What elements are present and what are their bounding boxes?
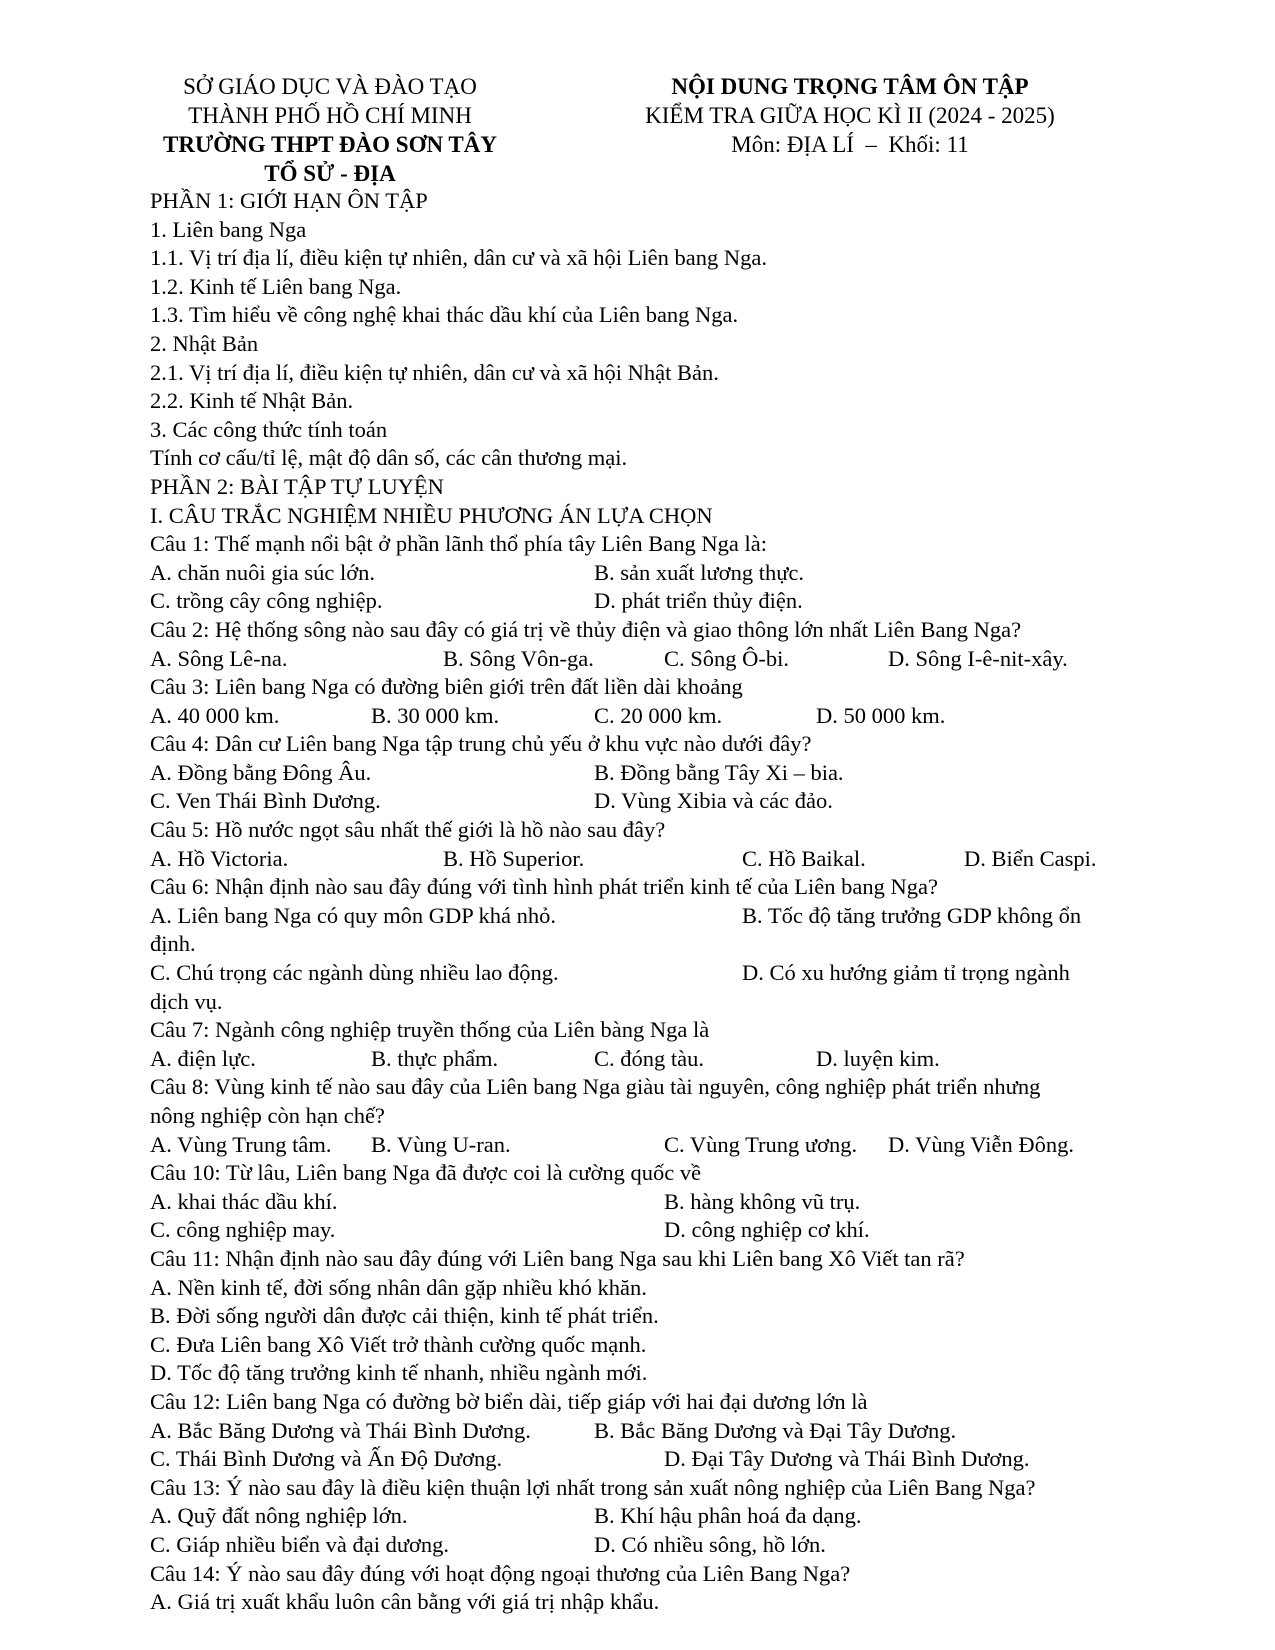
- answer-option: A. Giá trị xuất khẩu luôn cân bằng với giá trị nhập khẩu.: [150, 1589, 660, 1615]
- answer-option: D. phát triển thủy điện.: [594, 588, 803, 614]
- answer-option: B. Bắc Băng Dương và Đại Tây Dương.: [594, 1417, 957, 1443]
- answer-option: D. Sông I-ê-nit-xây.: [888, 645, 1068, 671]
- question-stem: Câu 6: Nhận định nào sau đây đúng với tình hình phát triển kinh tế của Liên bang Nga?: [150, 874, 938, 900]
- answer-row: [150, 902, 1140, 931]
- answer-option: A. điện lực.: [150, 1045, 256, 1071]
- question-stem: Câu 10: Từ lâu, Liên bang Nga đã được coi là cường quốc về: [150, 1160, 702, 1186]
- answer-option: D. Biển Caspi.: [964, 845, 1097, 871]
- answer-row: [150, 1445, 1140, 1474]
- part1-line: 3. Các công thức tính toán: [150, 416, 388, 442]
- part1-line: 1.3. Tìm hiểu về công nghệ khai thác dầu khí của Liên bang Nga.: [150, 302, 739, 328]
- question-stem: Câu 12: Liên bang Nga có đường bờ biển dài, tiếp giáp với hai đại dương lớn là: [150, 1388, 868, 1414]
- answer-option: A. chăn nuôi gia súc lớn.: [150, 559, 375, 585]
- answer-row: [150, 1131, 1140, 1160]
- answer-row: [150, 587, 1140, 616]
- question-stem: Câu 11: Nhận định nào sau đây đúng với Liên bang Nga sau khi Liên bang Xô Viết tan rã?: [150, 1245, 965, 1271]
- answer-row: [150, 1188, 1140, 1217]
- answer-option: C. Hồ Baikal.: [742, 845, 866, 871]
- answer-row: [150, 787, 1140, 816]
- answer-row: [150, 702, 1140, 731]
- answer-row: [150, 959, 1140, 988]
- answer-row: [150, 1531, 1140, 1560]
- answer-option: C. đóng tàu.: [594, 1045, 704, 1071]
- answer-option: B. Hồ Superior.: [443, 845, 585, 871]
- part1-line: 2. Nhật Bản: [150, 330, 259, 356]
- city-name: THÀNH PHỐ HỒ CHÍ MINH: [188, 103, 472, 128]
- answer-option: A. khai thác dầu khí.: [150, 1188, 338, 1214]
- department-of-education: SỞ GIÁO DỤC VÀ ĐÀO TẠO: [183, 74, 477, 99]
- answer-option: B. 30 000 km.: [371, 702, 500, 728]
- question-stem: Câu 3: Liên bang Nga có đường biên giới trên đất liền dài khoảng: [150, 674, 743, 700]
- answer-option: D. 50 000 km.: [816, 702, 946, 728]
- answer-option: D. Tốc độ tăng trưởng kinh tế nhanh, nhiều ngành mới.: [150, 1360, 648, 1386]
- answer-option: B. Vùng U-ran.: [371, 1131, 511, 1157]
- answer-option: B. Đời sống người dân được cải thiện, kinh tế phát triển.: [150, 1303, 659, 1329]
- answer-option: C. Giáp nhiều biển và đại dương.: [150, 1531, 450, 1557]
- answer-row: [150, 645, 1140, 674]
- part1-line: 2.1. Vị trí địa lí, điều kiện tự nhiên, dân cư và xã hội Nhật Bản.: [150, 359, 719, 385]
- part1-line: Tính cơ cấu/tỉ lệ, mật độ dân số, các cân thương mại.: [150, 445, 628, 471]
- part1-line: 1. Liên bang Nga: [150, 216, 307, 242]
- answer-row: [150, 1417, 1140, 1446]
- answer-row: [150, 559, 1140, 588]
- answer-option: D. Vùng Xibia và các đảo.: [594, 788, 833, 814]
- department-name: TỔ SỬ - ĐỊA: [264, 161, 396, 186]
- answer-option: B. Khí hậu phân hoá đa dạng.: [594, 1503, 862, 1529]
- answer-option: C. Chú trọng các ngành dùng nhiều lao động.: [150, 960, 559, 986]
- answer-option: A. Đồng bằng Đông Âu.: [150, 759, 372, 785]
- answer-option: C. trồng cây công nghiệp.: [150, 588, 383, 614]
- part1-line: 1.2. Kinh tế Liên bang Nga.: [150, 273, 402, 299]
- part1-line: 1.1. Vị trí địa lí, điều kiện tự nhiên, dân cư và xã hội Liên bang Nga.: [150, 245, 767, 271]
- answer-option: A. Quỹ đất nông nghiệp lớn.: [150, 1503, 408, 1529]
- answer-option: C. Vùng Trung ương.: [664, 1131, 858, 1157]
- question-stem: Câu 2: Hệ thống sông nào sau đây có giá trị về thủy điện và giao thông lớn nhất Liên Bang Nga?: [150, 616, 1022, 642]
- answer-option: B. Đồng bằng Tây Xi – bia.: [594, 759, 844, 785]
- answer-option: D. công nghiệp cơ khí.: [664, 1217, 870, 1243]
- header-right: [620, 72, 1080, 159]
- answer-row: [150, 759, 1140, 788]
- answer-row: [150, 1045, 1140, 1074]
- part2-title: PHẦN 2: BÀI TẬP TỰ LUYỆN: [150, 473, 444, 499]
- answer-option: C. 20 000 km.: [594, 702, 723, 728]
- answer-option: A. Sông Lê-na.: [150, 645, 288, 671]
- question-stem: Câu 1: Thế mạnh nổi bật ở phần lãnh thổ phía tây Liên Bang Nga là:: [150, 531, 767, 557]
- answer-option: D. Đại Tây Dương và Thái Bình Dương.: [664, 1446, 1030, 1472]
- answer-option: D. luyện kim.: [816, 1045, 940, 1071]
- part1-line: 2.2. Kinh tế Nhật Bản.: [150, 388, 354, 414]
- answer-option: B. hàng không vũ trụ.: [664, 1188, 861, 1214]
- answer-option: D. Có nhiều sông, hồ lớn.: [594, 1531, 826, 1557]
- answer-option: D. Có xu hướng giảm tỉ trọng ngành: [742, 960, 1070, 986]
- section-title: I. CÂU TRẮC NGHIỆM NHIỀU PHƯƠNG ÁN LỰA CHỌN: [150, 502, 713, 528]
- answer-option: B. Sông Vôn-ga.: [443, 645, 594, 671]
- answer-option: C. Ven Thái Bình Dương.: [150, 788, 381, 814]
- answer-option: A. Liên bang Nga có quy môn GDP khá nhỏ.: [150, 902, 556, 928]
- answer-option: C. công nghiệp may.: [150, 1217, 336, 1243]
- answer-option: C. Đưa Liên bang Xô Viết trở thành cường quốc mạnh.: [150, 1331, 647, 1357]
- answer-option: A. Vùng Trung tâm.: [150, 1131, 332, 1157]
- answer-continuation: dịch vụ.: [150, 988, 223, 1014]
- header-left: [140, 72, 520, 188]
- question-stem: Câu 7: Ngành công nghiệp truyền thống của Liên bàng Nga là: [150, 1017, 710, 1043]
- exam-name: KIỂM TRA GIỮA HỌC KÌ II (2024 - 2025): [645, 103, 1055, 128]
- answer-option: B. sản xuất lương thực.: [594, 559, 805, 585]
- document-title: NỘI DUNG TRỌNG TÂM ÔN TẬP: [671, 74, 1029, 99]
- answer-row: [150, 1502, 1140, 1531]
- question-stem-continuation: nông nghiệp còn hạn chế?: [150, 1103, 385, 1128]
- question-stem: Câu 5: Hồ nước ngọt sâu nhất thế giới là hồ nào sau đây?: [150, 817, 666, 843]
- answer-row: [150, 845, 1140, 874]
- answer-option: A. Nền kinh tế, đời sống nhân dân gặp nhiều khó khăn.: [150, 1274, 647, 1300]
- answer-option: D. Vùng Viễn Đông.: [888, 1131, 1074, 1157]
- answer-row: [150, 1216, 1140, 1245]
- subject-grade: Môn: ĐỊA LÍ – Khối: 11: [731, 132, 969, 157]
- document-body: [150, 187, 1140, 1617]
- question-stem: Câu 13: Ý nào sau đây là điều kiện thuận lợi nhất trong sản xuất nông nghiệp của Liên Bang Nga?: [150, 1474, 1036, 1500]
- answer-option: A. Hồ Victoria.: [150, 845, 289, 871]
- school-name: TRƯỜNG THPT ĐÀO SƠN TÂY: [163, 132, 497, 157]
- answer-option: C. Thái Bình Dương và Ấn Độ Dương.: [150, 1446, 503, 1472]
- answer-option: A. 40 000 km.: [150, 702, 280, 728]
- answer-option: A. Bắc Băng Dương và Thái Bình Dương.: [150, 1417, 531, 1443]
- answer-continuation: định.: [150, 931, 196, 957]
- question-stem: Câu 4: Dân cư Liên bang Nga tập trung chủ yếu ở khu vực nào dưới đây?: [150, 731, 812, 757]
- question-stem: Câu 8: Vùng kinh tế nào sau đây của Liên bang Nga giàu tài nguyên, công nghiệp phát triển nhưng: [150, 1074, 1041, 1100]
- question-stem: Câu 14: Ý nào sau đây đúng với hoạt động ngoại thương của Liên Bang Nga?: [150, 1560, 851, 1586]
- answer-option: B. thực phẩm.: [371, 1045, 499, 1071]
- part1-title: PHẦN 1: GIỚI HẠN ÔN TẬP: [150, 188, 428, 213]
- answer-option: B. Tốc độ tăng trưởng GDP không ổn: [742, 902, 1082, 928]
- answer-option: C. Sông Ô-bi.: [664, 645, 790, 671]
